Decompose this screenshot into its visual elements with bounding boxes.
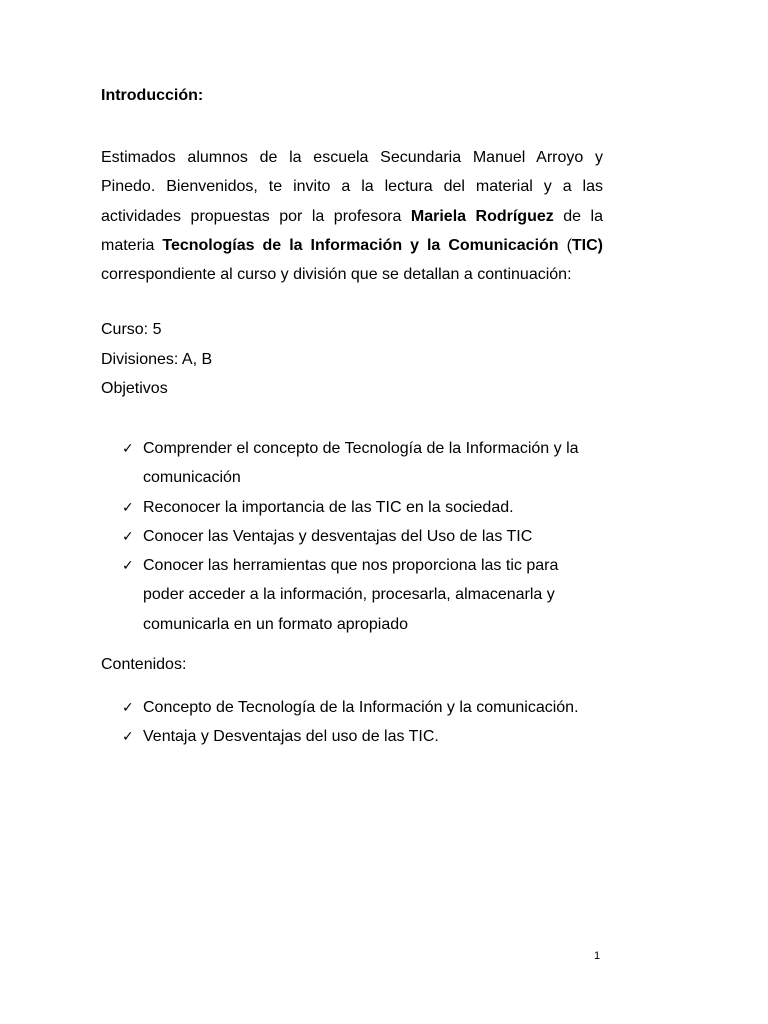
- list-item: ✓ Ventaja y Desventajas del uso de las TIC.: [122, 722, 579, 751]
- intro-line-5: correspondiente al curso y división que se detallan a continuación:: [101, 266, 572, 284]
- divisions-label: Divisiones: A, B: [101, 351, 213, 368]
- objectives-label: Objetivos: [101, 380, 168, 397]
- list-item: ✓ Concepto de Tecnología de la Información y la comunicación.: [122, 693, 579, 722]
- page-number: 1: [594, 950, 601, 962]
- objectives-list: [122, 434, 579, 639]
- teacher-name: Mariela Rodríguez: [410, 207, 554, 225]
- contents-label: Contenidos:: [101, 656, 187, 673]
- course-label: Curso: 5: [101, 321, 162, 338]
- checkmark-icon: ✓: [122, 728, 134, 745]
- contents-list: [122, 693, 579, 752]
- subject-abbreviation: TIC): [571, 236, 604, 254]
- checkmark-icon: ✓: [122, 440, 134, 456]
- list-item: ✓ Conocer las herramientas que nos proporciona las tic para poder acceder a la información, procesarla, almacenarla y comunicarla en un formato apropiado: [122, 551, 579, 639]
- intro-line-1: Estimados alumnos de la escuela Secundaria Manuel Arroyo y: [101, 149, 603, 166]
- subject-name: Tecnologías de la Información y la Comunicación: [162, 236, 559, 254]
- intro-line-3: actividades propuestas por la profesora Mariela Rodríguez de la: [101, 207, 603, 225]
- checkmark-icon: ✓: [122, 557, 134, 574]
- checkmark-icon: ✓: [122, 527, 134, 544]
- intro-line-4: materia Tecnologías de la Información y la Comunicación (TIC): [101, 236, 604, 254]
- list-item: ✓ Reconocer la importancia de las TIC en la sociedad.: [122, 493, 579, 522]
- intro-paragraph: [101, 143, 603, 289]
- intro-line-2: Pinedo. Bienvenidos, te invito a la lectura del material y a las: [101, 178, 603, 196]
- list-item: ✓ Comprender el concepto de Tecnología de la Información y la comunicación: [122, 434, 579, 493]
- list-item: ✓ Conocer las Ventajas y desventajas del Uso de las TIC: [122, 522, 579, 551]
- checkmark-icon: ✓: [122, 699, 134, 715]
- checkmark-icon: ✓: [122, 498, 134, 515]
- page-heading: Introducción:: [101, 87, 204, 104]
